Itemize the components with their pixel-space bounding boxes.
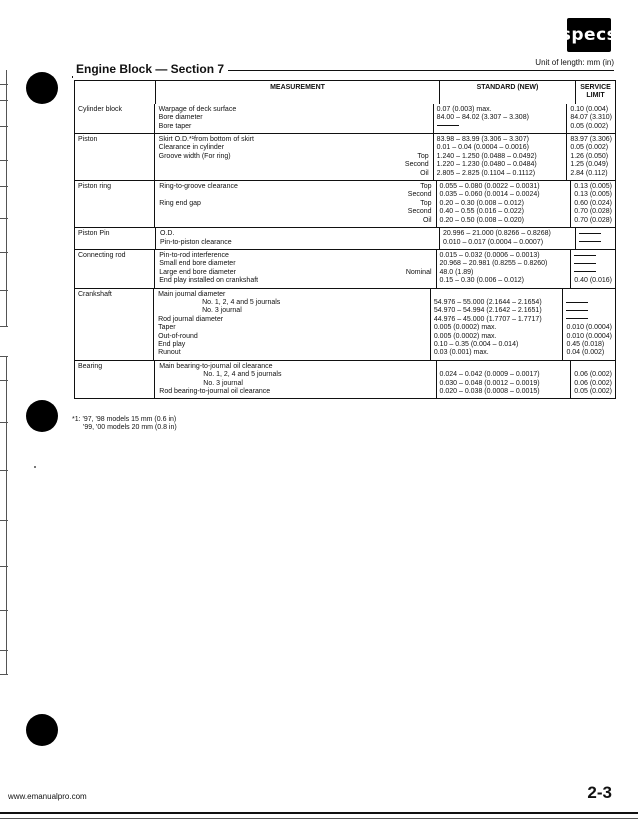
standard-value (440, 363, 568, 371)
measurement-label: No. 3 journal (202, 307, 242, 315)
measurement-label: Pin-to-piston clearance (160, 238, 232, 246)
measurement-label: Out-of-round (158, 332, 198, 340)
measurement-label (159, 208, 391, 216)
measurement-qualifier (392, 277, 432, 285)
standard-value: 54.970 – 54.994 (2.1642 – 2.1651) (433, 307, 542, 315)
measurement-qualifier (392, 371, 432, 379)
standard-value: 0.03 (0.001) max. (433, 349, 489, 357)
standard-value (437, 123, 564, 131)
standard-value: 84.00 – 84.02 (3.307 – 3.308) (436, 114, 529, 122)
service-limit-value: 0.13 (0.005) (574, 183, 612, 191)
measurement-label: Rod journal diameter (158, 315, 224, 323)
binder-tick (0, 356, 8, 357)
left-edge-rule (6, 70, 7, 326)
standard-value: 0.020 – 0.038 (0.0008 – 0.0015) (439, 387, 540, 395)
service-limit-value: 0.05 (0.002) (570, 144, 609, 152)
standard-value: 1.220 – 1.230 (0.0480 – 0.0484) (436, 161, 537, 169)
component-cell: Piston (75, 134, 155, 180)
dash-mark (566, 318, 588, 319)
measurement-qualifier (389, 123, 429, 131)
header-service-limit: SERVICE LIMIT (580, 84, 611, 100)
standard-value: 54.976 – 55.000 (2.1644 – 2.1654) (433, 298, 542, 306)
measurement-qualifier (386, 341, 426, 349)
binder-tick (0, 290, 8, 291)
header-measurement: MEASUREMENT (156, 81, 440, 104)
header-standard: STANDARD (NEW) (440, 81, 576, 104)
service-limit-value-cell (571, 361, 615, 399)
service-limit-value: 83.97 (3.306) (570, 136, 612, 144)
service-limit-value-cell (571, 250, 615, 288)
table-row (75, 133, 615, 180)
measurement-qualifier (392, 260, 432, 268)
dash-mark (566, 302, 588, 303)
measurement-label: Ring-to-groove clearance (159, 183, 238, 191)
standard-value: 0.07 (0.003) max. (436, 105, 492, 113)
standard-value: 0.015 – 0.032 (0.0006 – 0.0013) (439, 251, 540, 259)
punch-hole-middle (26, 400, 58, 432)
binder-tick (0, 218, 8, 219)
standard-value: 0.005 (0.0002) max. (433, 324, 497, 332)
component-cell: Piston Pin (75, 228, 156, 249)
measurement-label: Warpage of deck surface (158, 105, 237, 113)
standard-value-cell (437, 361, 572, 399)
measurement-qualifier (386, 307, 426, 315)
measurement-cell (156, 228, 440, 249)
standard-value-cell (437, 250, 572, 288)
measurement-label: Bore diameter (158, 114, 203, 122)
dash-mark (574, 271, 596, 272)
header-component (75, 81, 156, 104)
binder-tick (0, 326, 8, 327)
service-limit-value: 2.84 (0.112) (570, 169, 608, 177)
measurement-label: No. 3 journal (203, 379, 243, 387)
measurement-cell (155, 104, 434, 133)
standard-value: 0.20 – 0.30 (0.008 – 0.012) (439, 199, 524, 207)
measurement-qualifier (392, 380, 432, 388)
standard-value: 1.240 – 1.250 (0.0488 – 0.0492) (436, 152, 537, 160)
measurement-qualifier (389, 136, 429, 144)
measurement-qualifier (392, 363, 432, 371)
standard-value: 20.968 – 20.981 (0.8255 – 0.8260) (439, 260, 548, 268)
measurement-label: Ring end gap (159, 199, 201, 207)
binder-tick (0, 610, 8, 611)
measurement-qualifier: Nominal (405, 268, 432, 276)
binder-tick (0, 674, 8, 675)
service-limit-value (566, 316, 612, 324)
component-cell: Piston ring (75, 181, 155, 227)
service-limit-value-cell (563, 289, 615, 360)
measurement-qualifier (386, 299, 426, 307)
measurement-cell (155, 134, 434, 180)
page-number: 2-3 (587, 783, 612, 802)
dash-mark (574, 263, 596, 264)
measurement-label: No. 1, 2, 4 and 5 journals (202, 298, 281, 306)
left-edge-rule-lower (6, 356, 7, 674)
footnote-1: *1: '97, '98 models 15 mm (0.6 in) (72, 416, 177, 423)
measurement-qualifier (386, 349, 426, 357)
table-row (75, 249, 615, 288)
measurement-label (159, 217, 391, 225)
service-limit-value-cell (567, 104, 615, 133)
standard-value: 0.035 – 0.060 (0.0014 – 0.0024) (439, 191, 540, 199)
standard-value: 20.996 – 21.000 (0.8266 – 0.8268) (443, 230, 551, 238)
measurement-label: Large end bore diameter (159, 268, 236, 276)
binder-tick (0, 380, 8, 381)
standard-value: 0.01 – 0.04 (0.0004 – 0.0016) (436, 144, 529, 152)
service-limit-value: 0.010 (0.0004) (566, 324, 612, 332)
measurement-qualifier (395, 230, 435, 238)
measurement-label (159, 191, 391, 199)
measurement-qualifier: Top (420, 199, 432, 207)
measurement-qualifier (386, 324, 426, 332)
dash-mark (579, 233, 601, 234)
spec-table (74, 80, 616, 399)
measurement-qualifier: Oil (420, 169, 429, 177)
service-limit-value: 0.06 (0.002) (574, 371, 612, 379)
service-limit-value: 0.05 (0.002) (570, 122, 609, 130)
table-row (75, 288, 615, 360)
service-limit-value: 0.70 (0.028) (574, 216, 612, 224)
measurement-qualifier (395, 238, 435, 246)
measurement-qualifier (389, 114, 429, 122)
dash-mark (579, 241, 601, 242)
standard-value-cell (434, 104, 568, 133)
measurement-qualifier (392, 388, 432, 396)
binder-tick (0, 100, 8, 101)
bottom-rule (0, 812, 638, 814)
footer-url: www.emanualpro.com (8, 792, 87, 801)
standard-value: 0.024 – 0.042 (0.0009 – 0.0017) (439, 371, 540, 379)
service-limit-value (574, 363, 612, 371)
service-limit-value (566, 291, 612, 299)
measurement-qualifier (386, 291, 426, 299)
component-cell: Connecting rod (75, 250, 155, 288)
measurement-label: End play installed on crankshaft (159, 277, 259, 285)
measurement-cell (155, 250, 436, 288)
standard-value: 0.005 (0.0002) max. (433, 332, 497, 340)
specs-badge: specs (567, 18, 611, 52)
standard-value: 0.055 – 0.080 (0.0022 – 0.0031) (439, 183, 540, 191)
measurement-qualifier: Second (404, 161, 429, 169)
measurement-qualifier: Oil (422, 216, 432, 224)
standard-value: 0.10 – 0.35 (0.004 – 0.014) (433, 340, 519, 348)
standard-value: 44.976 – 45.000 (1.7707 – 1.7717) (433, 315, 542, 323)
binder-tick (0, 520, 8, 521)
service-limit-value: 0.60 (0.024) (574, 199, 612, 207)
measurement-label: Skirt O.D.*¹from bottom of skirt (158, 136, 254, 144)
measurement-cell (155, 181, 436, 227)
binder-tick (0, 252, 8, 253)
service-limit-value: 0.70 (0.028) (574, 208, 612, 216)
service-limit-value (574, 269, 612, 277)
service-limit-value (574, 260, 612, 268)
service-limit-value: 0.04 (0.002) (566, 349, 605, 357)
binder-tick (0, 84, 8, 85)
dash-mark (566, 310, 588, 311)
measurement-label: Runout (158, 349, 181, 357)
standard-value: 0.40 – 0.55 (0.016 – 0.022) (439, 208, 524, 216)
service-limit-value: 1.25 (0.049) (570, 161, 609, 169)
service-limit-value: 0.40 (0.016) (574, 277, 612, 285)
measurement-qualifier (392, 252, 432, 260)
service-limit-value: 0.06 (0.002) (574, 379, 612, 387)
table-row (75, 360, 615, 399)
service-limit-value: 0.45 (0.018) (566, 340, 605, 348)
measurement-qualifier: Second (407, 191, 432, 199)
measurement-qualifier (386, 332, 426, 340)
standard-value: 0.20 – 0.50 (0.008 – 0.020) (439, 216, 524, 224)
measurement-qualifier: Top (417, 152, 429, 160)
table-header-row (75, 81, 615, 104)
standard-value: 83.98 – 83.99 (3.306 – 3.307) (436, 136, 529, 144)
standard-value: 0.010 – 0.017 (0.0004 – 0.0007) (443, 238, 544, 246)
binder-tick (0, 650, 8, 651)
measurement-label: No. 1, 2, 4 and 5 journals (203, 371, 282, 379)
dash-mark (437, 125, 459, 126)
measurement-qualifier (389, 144, 429, 152)
punch-hole-bottom (26, 714, 58, 746)
service-limit-value: 0.10 (0.004) (570, 105, 609, 113)
standard-value-cell (437, 181, 572, 227)
binder-tick (0, 126, 8, 127)
measurement-qualifier: Second (407, 208, 432, 216)
service-limit-value (579, 239, 612, 247)
service-limit-value (574, 252, 612, 260)
service-limit-value-cell (571, 181, 615, 227)
component-cell: Bearing (75, 361, 155, 399)
measurement-label (159, 170, 389, 178)
binder-tick (0, 470, 8, 471)
service-limit-value: 1.26 (0.050) (570, 152, 609, 160)
standard-value: 0.030 – 0.048 (0.0012 – 0.0019) (439, 379, 540, 387)
measurement-label: Main journal diameter (158, 290, 226, 298)
standard-value-cell (440, 228, 576, 249)
measurement-qualifier: Top (420, 183, 432, 191)
punch-hole-top (26, 72, 58, 104)
component-cell: Cylinder block (75, 104, 155, 133)
measurement-cell (154, 289, 431, 360)
service-limit-value (579, 230, 612, 238)
service-limit-value: 0.05 (0.002) (574, 387, 612, 395)
binder-tick (0, 566, 8, 567)
service-limit-value (566, 299, 612, 307)
measurement-cell (155, 361, 436, 399)
measurement-label: Clearance in cylinder (158, 144, 225, 152)
measurement-label: Bore taper (158, 122, 192, 130)
measurement-label: Small end bore diameter (159, 260, 236, 268)
dash-mark (574, 255, 596, 256)
standard-value (434, 291, 560, 299)
service-limit-value-cell (576, 228, 615, 249)
table-row (75, 104, 615, 133)
standard-value-cell (434, 134, 568, 180)
measurement-label: O.D. (160, 230, 175, 238)
component-cell: Crankshaft (75, 289, 154, 360)
footnotes (72, 416, 177, 433)
service-limit-value-cell (567, 134, 615, 180)
section-title: Engine Block — Section 7 (72, 62, 228, 76)
measurement-qualifier (389, 106, 429, 114)
measurement-label (159, 161, 389, 169)
binder-tick (0, 160, 8, 161)
binder-tick (0, 422, 8, 423)
bottom-rule-thin (0, 818, 638, 819)
standard-value: 0.15 – 0.30 (0.006 – 0.012) (439, 277, 524, 285)
service-limit-value: 0.13 (0.005) (574, 191, 612, 199)
measurement-qualifier (386, 316, 426, 324)
service-limit-value (566, 307, 612, 315)
standard-value: 2.805 – 2.825 (0.1104 – 0.1112) (436, 169, 536, 177)
measurement-label: Pin-to-rod interference (159, 251, 229, 259)
speck (34, 466, 36, 468)
table-row (75, 227, 615, 249)
measurement-label: End play (158, 340, 186, 348)
standard-value-cell (431, 289, 564, 360)
table-row (75, 180, 615, 227)
footnote-2: '99, '00 models 20 mm (0.8 in) (83, 424, 177, 432)
measurement-label: Taper (158, 324, 176, 332)
unit-note: Unit of length: mm (in) (535, 58, 614, 67)
binder-tick (0, 186, 8, 187)
standard-value: 48.0 (1.89) (439, 268, 474, 276)
service-limit-value: 0.010 (0.0004) (566, 332, 612, 340)
measurement-label: Main bearing-to-journal oil clearance (159, 362, 273, 370)
measurement-label: Groove width (For ring) (158, 152, 231, 160)
measurement-label: Rod bearing-to-journal oil clearance (159, 388, 271, 395)
service-limit-value: 84.07 (3.310) (570, 114, 612, 122)
